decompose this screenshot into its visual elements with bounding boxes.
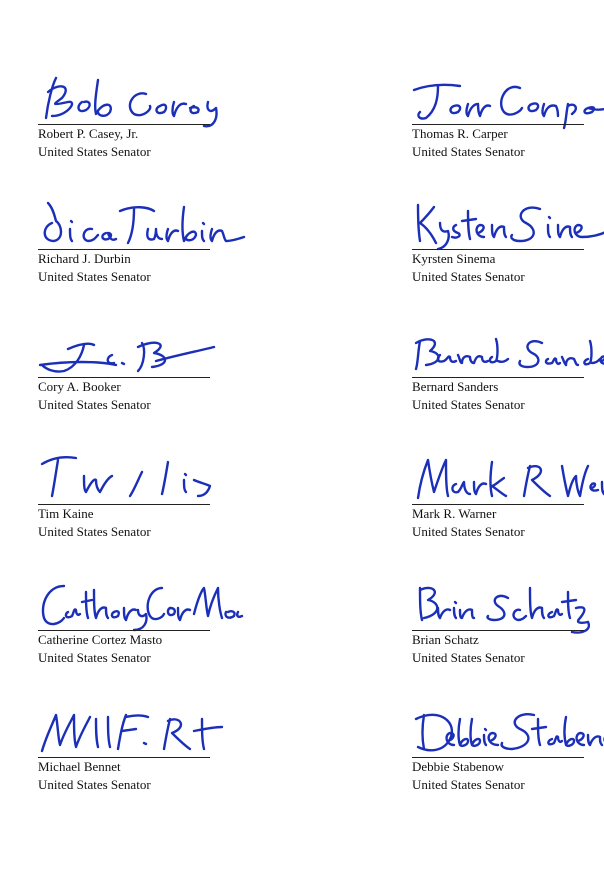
signature-line [38, 124, 210, 125]
signatory-title: United States Senator [412, 777, 525, 792]
signature-line [38, 630, 210, 631]
signatory-title: United States Senator [412, 650, 525, 665]
signature-line [412, 504, 584, 505]
handwritten-signature-schatz [412, 578, 604, 632]
signatory-title: United States Senator [38, 524, 151, 539]
signature-line [38, 504, 210, 505]
handwritten-signature-bennet [38, 705, 238, 759]
signatory-title: United States Senator [412, 524, 525, 539]
signatory-name: Richard J. Durbin [38, 251, 131, 266]
signatory-title: United States Senator [412, 269, 525, 284]
signatory-title: United States Senator [412, 397, 525, 412]
signature-line [412, 757, 584, 758]
signatory-name: Brian Schatz [412, 632, 479, 647]
signature-line [412, 377, 584, 378]
handwritten-signature-casey [38, 72, 238, 126]
signatory-title: United States Senator [38, 777, 151, 792]
signatory-name: Michael Bennet [38, 759, 121, 774]
signatory-name: Thomas R. Carper [412, 126, 508, 141]
handwritten-signature-sinema [412, 197, 604, 251]
signature-line [412, 124, 584, 125]
handwritten-signature-booker [38, 325, 238, 379]
handwritten-signature-carper [412, 72, 604, 126]
signatory-title: United States Senator [38, 144, 151, 159]
handwritten-signature-warner [412, 452, 604, 506]
signatory-title: United States Senator [38, 650, 151, 665]
signature-line [412, 630, 584, 631]
signatory-name: Tim Kaine [38, 506, 94, 521]
signature-line [412, 249, 584, 250]
signature-line [38, 377, 210, 378]
handwritten-signature-stabenow [412, 705, 604, 759]
signatory-title: United States Senator [38, 269, 151, 284]
signatory-name: Bernard Sanders [412, 379, 499, 394]
signatory-title: United States Senator [412, 144, 525, 159]
signatory-name: Kyrsten Sinema [412, 251, 496, 266]
handwritten-signature-kaine [38, 452, 238, 506]
signature-line [38, 757, 210, 758]
signatory-title: United States Senator [38, 397, 151, 412]
signatory-name: Cory A. Booker [38, 379, 121, 394]
handwritten-signature-cortez-masto [38, 578, 238, 632]
signatory-name: Mark R. Warner [412, 506, 497, 521]
signatory-name: Debbie Stabenow [412, 759, 505, 774]
signature-line [38, 249, 210, 250]
handwritten-signature-durbin [38, 197, 238, 251]
signatory-name: Robert P. Casey, Jr. [38, 126, 139, 141]
signatory-name: Catherine Cortez Masto [38, 632, 163, 647]
handwritten-signature-sanders [412, 325, 604, 379]
